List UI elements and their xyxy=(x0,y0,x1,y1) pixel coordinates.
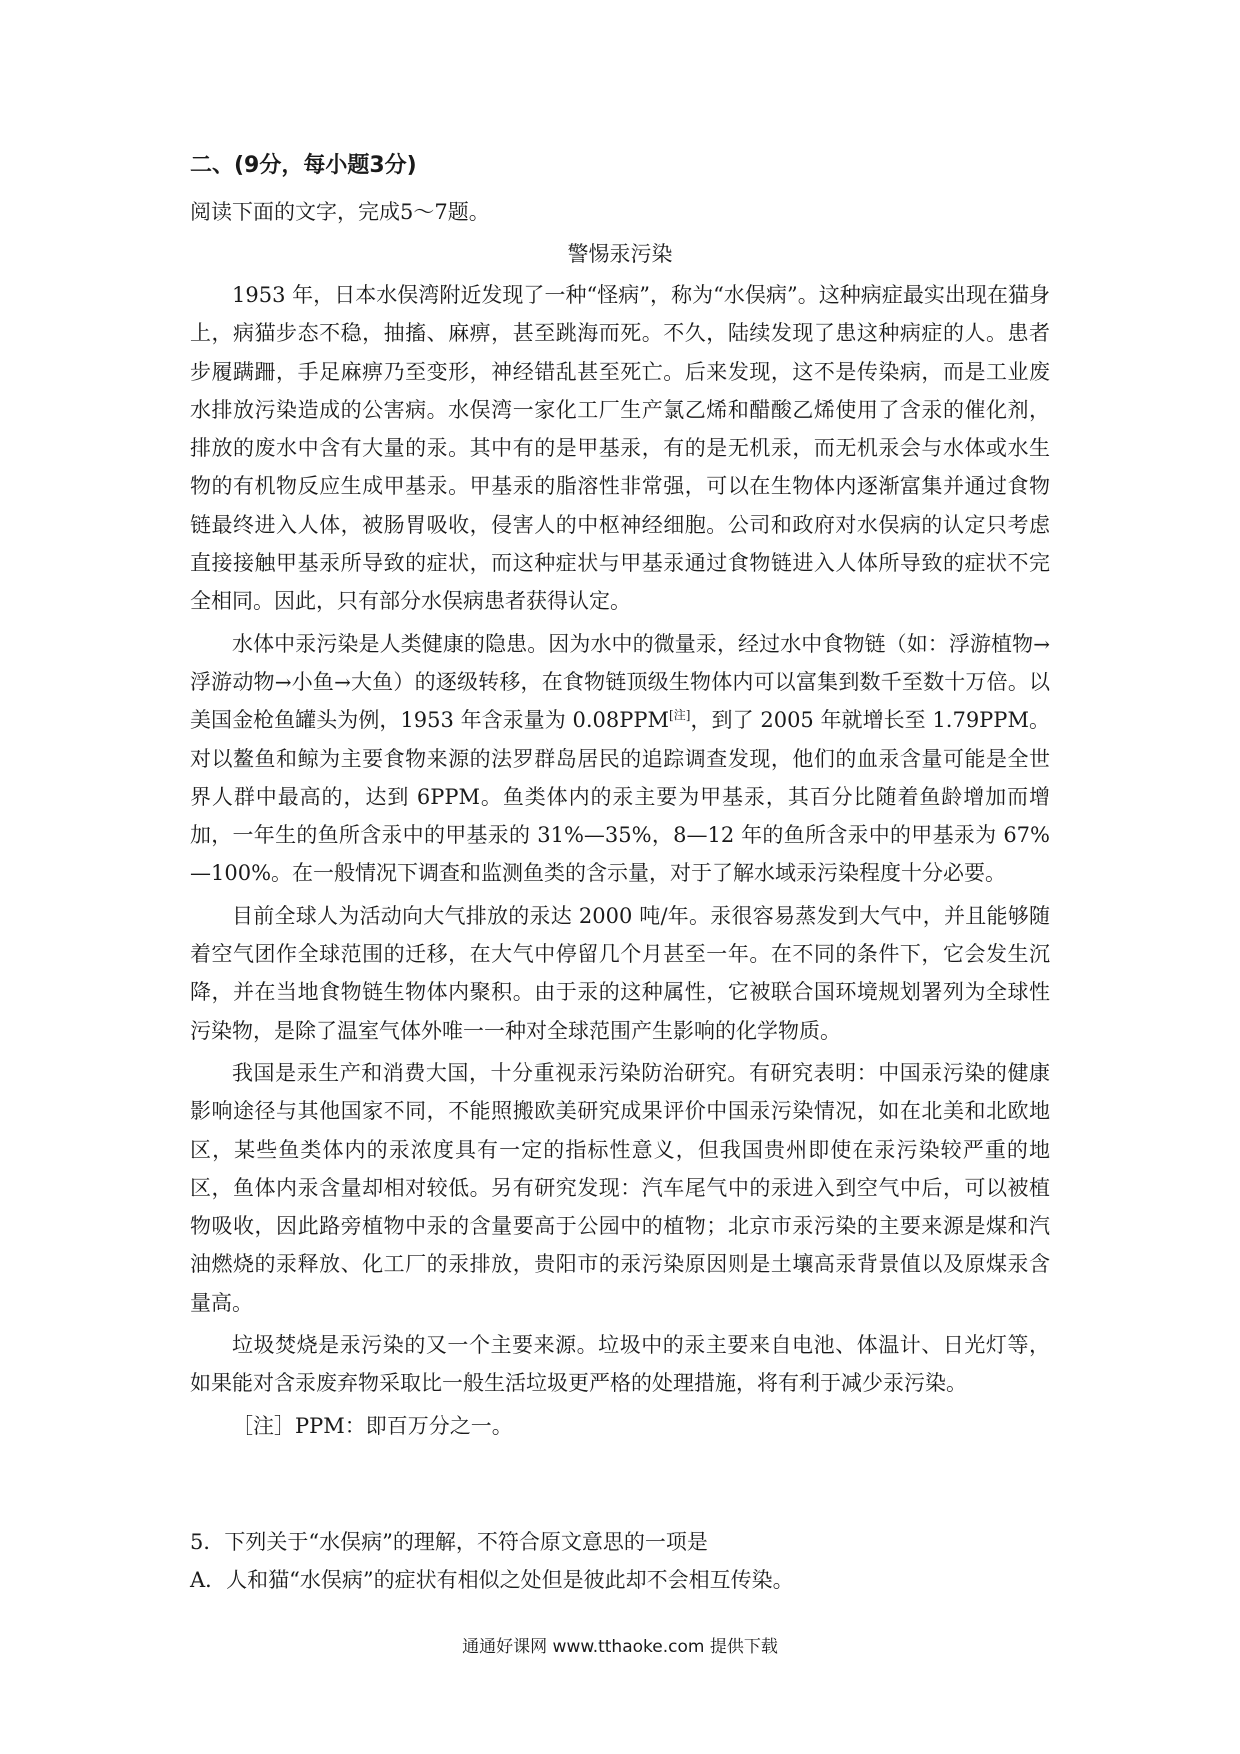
paragraph-5: 垃圾焚烧是汞污染的又一个主要来源。垃圾中的汞主要来自电池、体温计、日光灯等，如果能对含汞废弃物采取比一般生活垃圾更严格的处理措施，将有利于减少汞污染。 xyxy=(190,1333,1050,1396)
paragraph-1: 1953 年，日本水俣湾附近发现了一种“怪病”，称为“水俣病”。这种病症最实出现在猫身上，病猫步态不稳，抽搐、麻痹，甚至跳海而死。不久，陆续发现了患这种病症的人。患者步履蹒跚，手足麻痹乃至变形，神经错乱甚至死亡。后来发现，这不是传染病，而是工业废水排放污染造成的公害病。水俣湾一家化工厂生产氯乙烯和醋酸乙烯使用了含汞的催化剂，排放的废水中含有大量的汞。其中有的是甲基汞，有的是无机汞，而无机汞会与水体或水生物的有机物反应生成甲基汞。甲基汞的脂溶性非常强，可以在生物体内逐渐富集并通过食物链最终进入人体，被肠胃吸收，侵害人的中枢神经细胞。公司和政府对水俣病的认定只考虑直接接触甲基汞所导致的症状，而这种症状与甲基汞通过食物链进入人体所导致的症状不完全相同。因此，只有部分水俣病患者获得认定。 xyxy=(190,283,1050,614)
reading-instruction: 阅读下面的文字，完成5～7题。 xyxy=(190,200,490,224)
paragraph-2-part-b: 浮游动物 xyxy=(190,669,275,694)
article-title: 警惕汞污染 xyxy=(567,242,673,266)
page-footer: 通通好课网 www.tthaoke.com 提供下载 xyxy=(462,1637,778,1657)
paragraph-2-part-e: ，到了 2005 年就增长至 1.79PPM。对以鳌鱼和鲸为主要食物来源的法罗群岛居民的追踪调查发现，他们的血汞含量可能是全世界人群中最高的，达到 6PPM。鱼类体内的汞主要为甲基汞，其百分比随着鱼龄增加而增加，一年生的鱼所含汞中的甲基汞的 31%—35%，8—12 年的鱼所含汞中的甲基汞为 67%—100%。在一般情况下调查和监测鱼类的含示量，对于了解水域汞污染程度十分必要。 xyxy=(190,708,1050,886)
paragraph-4: 我国是汞生产和消费大国，十分重视汞污染防治研究。有研究表明：中国汞污染的健康影响途径与其他国家不同，不能照搬欧美研究成果评价中国汞污染情况，如在北美和北欧地区，某些鱼类体内的汞浓度具有一定的指标性意义，但我国贵州即使在汞污染较严重的地区，鱼体内汞含量却相对较低。另有研究发现：汽车尾气中的汞进入到空气中后，可以被植物吸收，因此路旁植物中汞的含量要高于公园中的植物；北京市汞污染的主要来源是煤和汽油燃烧的汞释放、化工厂的汞排放，贵阳市的汞污染原因则是土壤高汞背景值以及原煤汞含量高。 xyxy=(190,1060,1050,1315)
article-body xyxy=(190,276,1050,1449)
arrow-icon: → xyxy=(334,669,351,694)
paragraph-2 xyxy=(190,625,1050,893)
footnote: ［注］PPM：即百万分之一。 xyxy=(232,1413,513,1438)
arrow-icon: → xyxy=(1033,631,1050,656)
paragraph-2-part-d: 大鱼）的逐级转移，在食物链顶级生物体内可以富集到数千至数十万倍。以美国金枪鱼罐头为例，1953 年含汞量为 0.08PPM xyxy=(190,669,1051,733)
answer-option-a: A．人和猫“水俣病”的症状有相似之处但是彼此却不会相互传染。 xyxy=(190,1568,794,1592)
arrow-icon: → xyxy=(274,669,292,694)
question-stem: 5．下列关于“水俣病”的理解，不符合原文意思的一项是 xyxy=(190,1530,708,1554)
footnote-marker: [注] xyxy=(669,708,691,723)
section-heading: 二、(9分，每小题3分) xyxy=(190,153,417,178)
paragraph-2-part-a: 水体中汞污染是人类健康的隐患。因为水中的微量汞，经过水中食物链（如：浮游植物 xyxy=(232,631,1034,656)
paragraph-2-part-c: 小鱼 xyxy=(291,669,335,694)
paragraph-3: 目前全球人为活动向大气排放的汞达 2000 吨/年。汞很容易蒸发到大气中，并且能够随着空气团作全球范围的迁移，在大气中停留几个月甚至一年。在不同的条件下，它会发生沉降，并在当地食物链生物体内聚积。由于汞的这种属性，它被联合国环境规划署列为全球性污染物，是除了温室气体外唯一一种对全球范围产生影响的化学物质。 xyxy=(190,903,1050,1043)
